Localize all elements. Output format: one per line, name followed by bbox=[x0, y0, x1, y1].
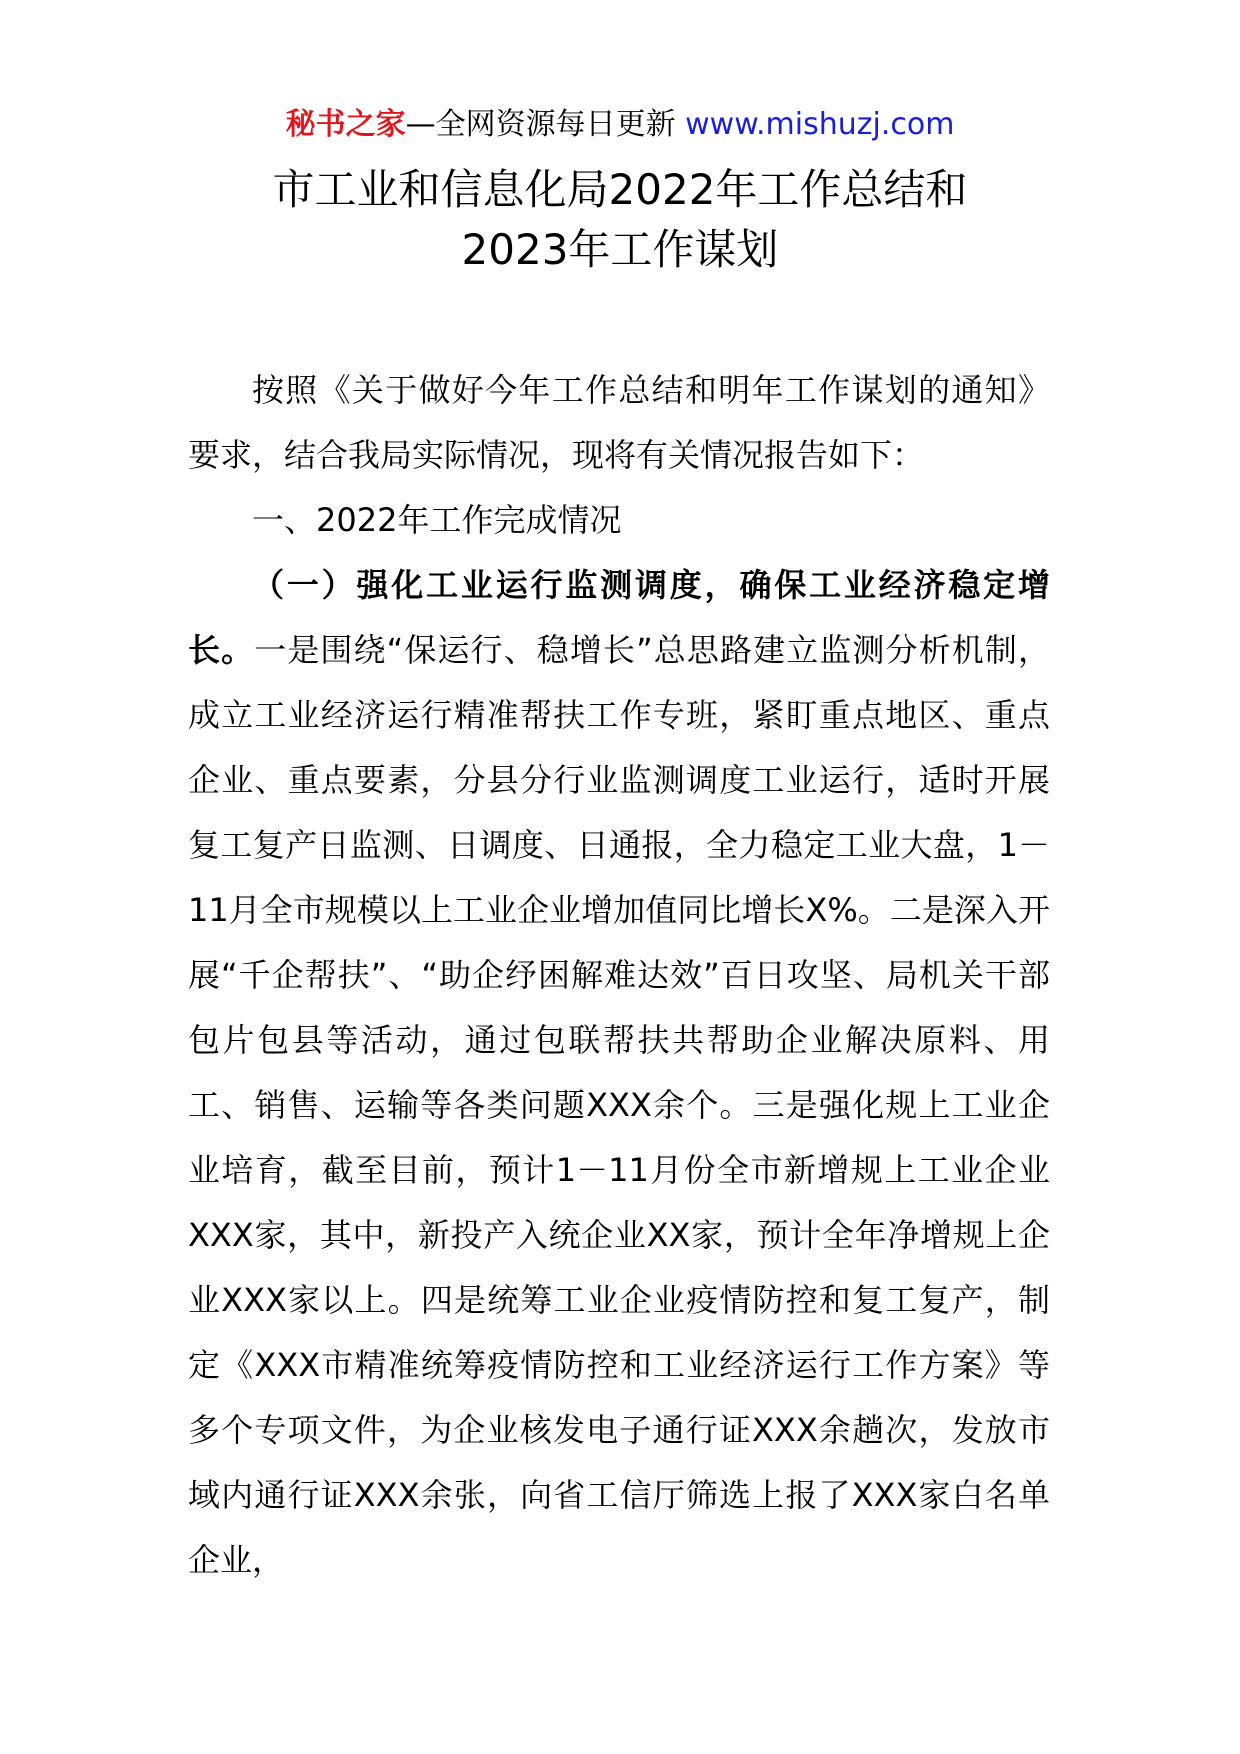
title-line-2: 2023年工作谋划 bbox=[461, 225, 779, 274]
header-slogan: —全网资源每日更新 bbox=[405, 107, 686, 142]
subsection-heading: （一）强化工业运行监测调度，确保工业经济稳定增长。 bbox=[188, 566, 1050, 669]
title-line-1: 市工业和信息化局2022年工作总结和 bbox=[272, 165, 968, 214]
document-title bbox=[0, 160, 1240, 280]
site-header bbox=[0, 98, 1240, 152]
subsection-paragraph bbox=[188, 553, 1050, 1593]
subsection-text: 一是围绕“保运行、稳增长”总思路建立监测分析机制，成立工业经济运行精准帮扶工作专班，紧盯重点地区、重点企业、重点要素，分县分行业监测调度工业运行，适时开展复工复产日监测、日调度、日通报，全力稳定工业大盘，1－11月全市规模以上工业企业增加值同比增长X%。二是深入开展“千企帮扶”、“助企纾困解难达效”百日攻坚、局机关干部包片包县等活动，通过包联帮扶共帮助企业解决原料、用工、销售、运输等各类问题XXX余个。三是强化规上工业企业培育，截至目前，预计1－11月份全市新增规上工业企业XXX家，其中，新投产入统企业XX家，预计全年净增规上企业XXX家以上。四是统筹工业企业疫情防控和复工复产，制定《XXX市精准统筹疫情防控和工业经济运行工作方案》等多个专项文件，为企业核发电子通行证XXX余趟次，发放市域内通行证XXX余张，向省工信厅筛选上报了XXX家白名单企业， bbox=[188, 631, 1050, 1579]
intro-paragraph: 按照《关于做好今年工作总结和明年工作谋划的通知》要求，结合我局实际情况，现将有关情况报告如下： bbox=[188, 371, 1050, 474]
site-url-link[interactable]: www.mishuzj.com bbox=[685, 107, 955, 142]
section-heading: 一、2022年工作完成情况 bbox=[252, 501, 622, 539]
document-body bbox=[188, 358, 1050, 1593]
brand-name: 秘书之家 bbox=[285, 107, 406, 142]
